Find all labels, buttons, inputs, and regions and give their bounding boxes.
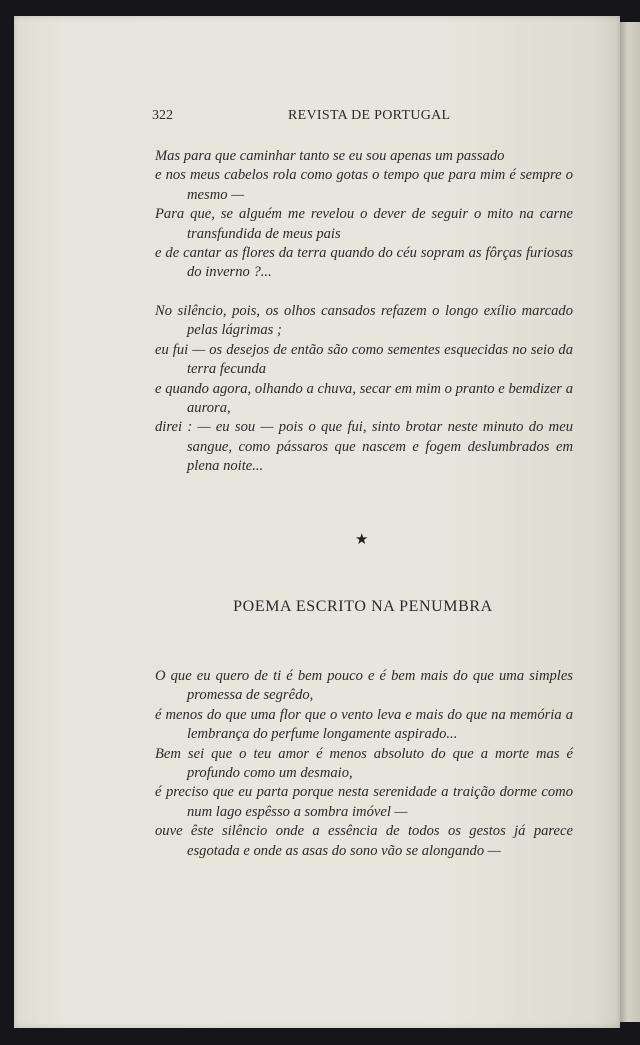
verse-line: direi : — eu sou — pois o que fui, sinto brotar neste minuto do meu sangue, como pássaros que nascem e fogem deslumbrados em plena noite... (155, 419, 573, 475)
stanza-2 (155, 302, 573, 477)
book-page-edge (620, 22, 640, 1022)
verse-line: No silêncio, pois, os olhos cansados refazem o longo exílio marcado pelas lágrimas ; (155, 303, 573, 339)
stanza-1 (155, 147, 573, 283)
verse-line: é menos do que uma flor que o vento leva e mais do que na memória a lembrança do perfume longamente aspirado... (155, 706, 573, 743)
section-separator-star: ★ (355, 532, 369, 548)
verse-line: e nos meus cabelos rola como gotas o tempo que para mim é sempre o mesmo — (155, 167, 573, 203)
verse-line: eu fui — os desejos de então são como sementes esquecidas no seio da terra fecunda (155, 341, 573, 378)
verse-line: Bem sei que o teu amor é menos absoluto do que a morte mas é profundo como um desmaio, (155, 745, 573, 782)
verse-line: e de cantar as flores da terra quando do céu sopram as fôrças furiosas do inverno ?... (155, 245, 573, 281)
verse-line: e quando agora, olhando a chuva, secar em mim o pranto e bemdizer a aurora, (155, 380, 573, 417)
verse-line: ouve êste silêncio onde a essência de todos os gestos já parece esgotada e onde as asas do sono vão se alongando — (155, 823, 573, 859)
verse-line: Para que, se alguém me revelou o dever de seguir o mito na carne transfundida de meus pais (155, 206, 573, 242)
running-title: REVISTA DE PORTUGAL (288, 108, 451, 123)
page-number: 322 (152, 108, 173, 123)
running-header (152, 108, 578, 126)
poem-title: POEMA ESCRITO NA PENUMBRA (233, 598, 493, 615)
verse-line: Mas para que caminhar tanto se eu sou apenas um passado (155, 148, 505, 164)
verse-line: O que eu quero de ti é bem pouco e é bem mais do que uma simples promessa de segrêdo, (155, 668, 573, 704)
stanza-3 (155, 667, 573, 861)
verse-line: é preciso que eu parta porque nesta serenidade a traição dorme como num lago espêsso a sombra imóvel — (155, 784, 573, 820)
